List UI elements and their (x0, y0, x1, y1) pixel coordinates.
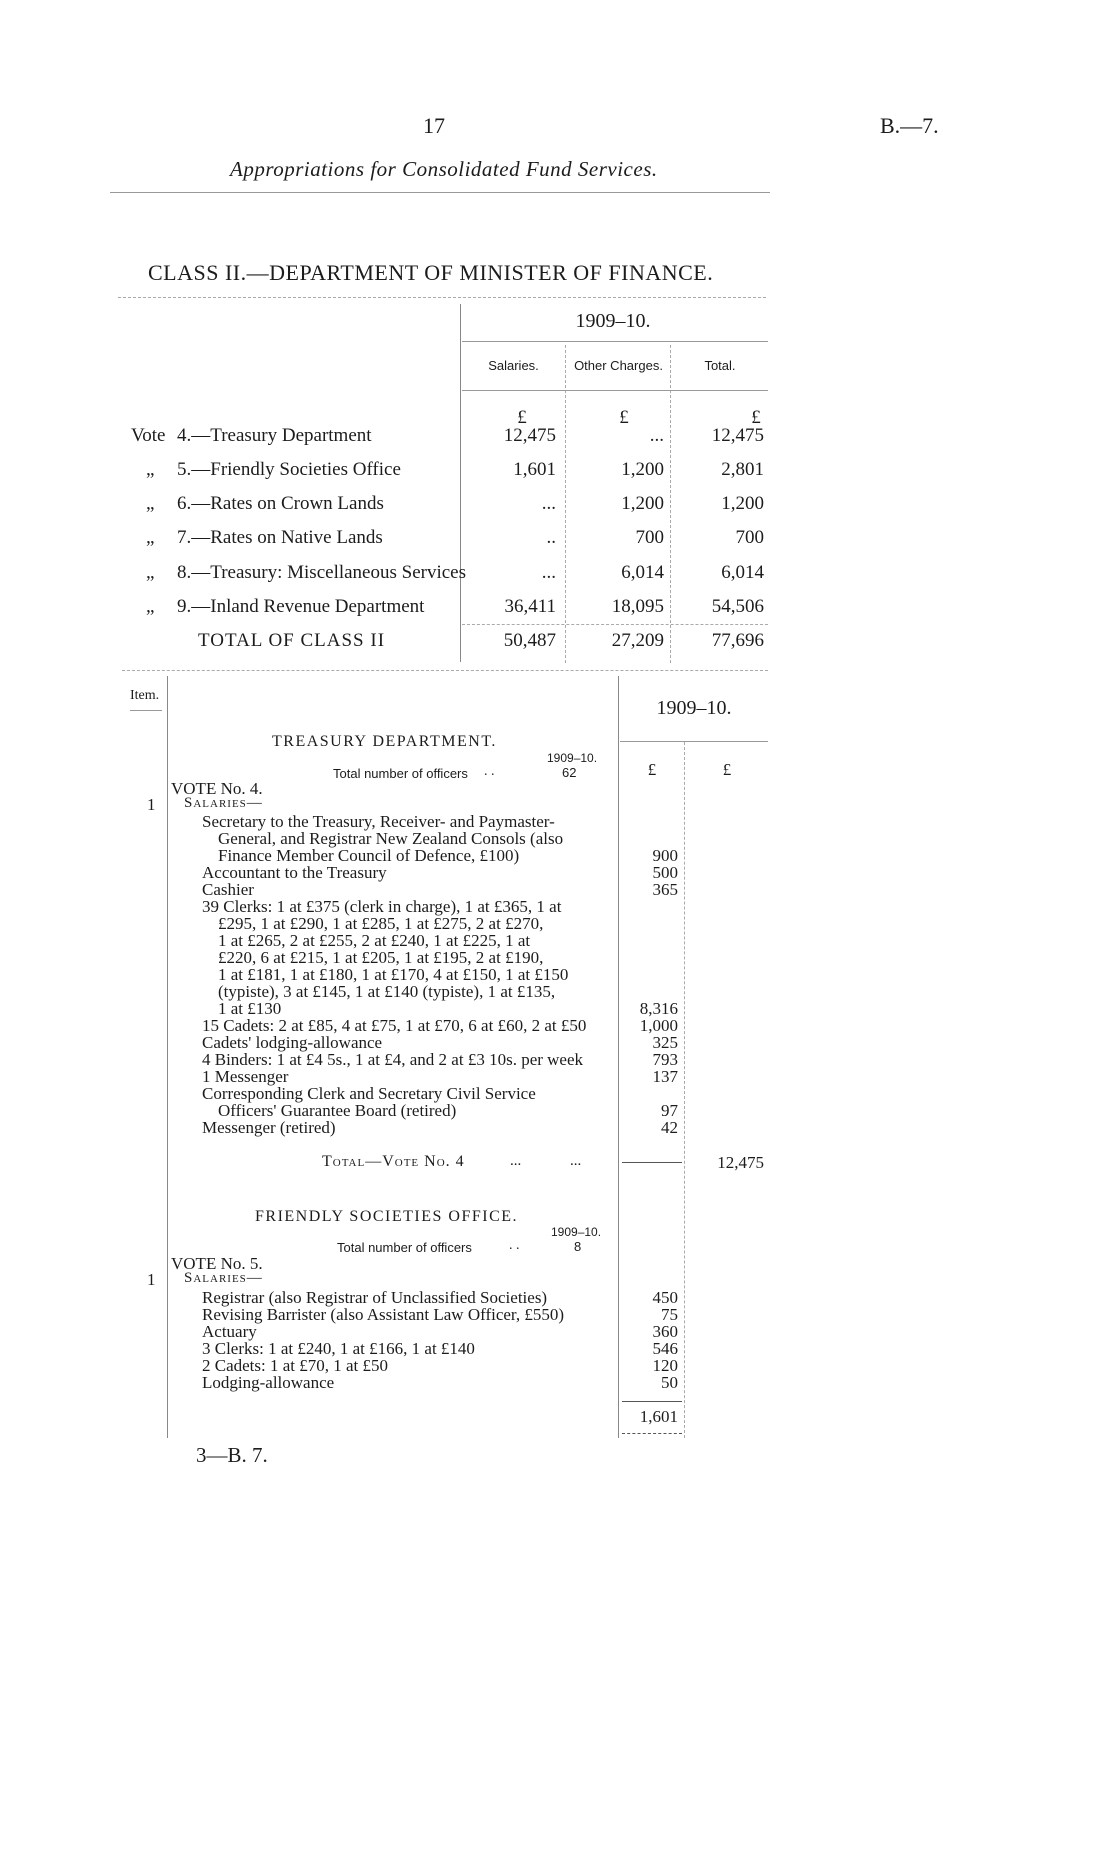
line-item-amount: 50 (661, 1373, 678, 1392)
summary-salaries: .. (546, 527, 556, 548)
ditto-mark: „ (146, 596, 155, 617)
signature-mark: 3—B. 7. (196, 1443, 268, 1467)
officers-label: Total number of officers (333, 766, 468, 781)
officers-year: 1909–10. (547, 751, 598, 765)
detail-year: 1909–10. (656, 697, 732, 719)
divider (110, 192, 770, 193)
line-item-text: 4 Binders: 1 at £4 5s., 1 at £4, and 2 at £3 10s. per week (202, 1050, 584, 1069)
vote-label: Vote (131, 425, 166, 446)
summary-salaries: ... (541, 493, 556, 514)
vote-total-value: 12,475 (717, 1153, 764, 1172)
leader-dots: . . (509, 1238, 520, 1253)
ditto-mark: „ (146, 493, 155, 514)
column-header-salaries: Salaries. (488, 358, 539, 373)
line-item-text: Revising Barrister (also Assistant Law Officer, £550) (202, 1305, 565, 1324)
line-item-amount: 365 (652, 880, 678, 899)
divider (622, 1433, 682, 1434)
divider (462, 390, 768, 391)
leader-dots: . . (484, 764, 495, 779)
line-item-text: 39 Clerks: 1 at £375 (clerk in charge), 1 at £365, 1 at (202, 897, 562, 916)
class-title: CLASS II.—DEPARTMENT OF MINISTER OF FINANCE. (148, 260, 714, 285)
vote-number: VOTE No. 4. (171, 779, 263, 798)
line-item-text: Officers' Guarantee Board (retired) (218, 1101, 457, 1120)
summary-other: 1,200 (621, 459, 664, 480)
summary-other: 1,200 (621, 493, 664, 514)
divider (620, 741, 768, 742)
line-item-amount: 325 (652, 1033, 678, 1052)
line-item-text: £220, 6 at £215, 1 at £205, 1 at £195, 2 at £190, (218, 948, 544, 967)
column-header-total: Total. (704, 358, 736, 373)
officers-count: 62 (562, 765, 577, 780)
line-item-text: 2 Cadets: 1 at £70, 1 at £50 (202, 1356, 389, 1375)
divider (622, 1401, 682, 1402)
divider (130, 710, 162, 711)
line-item-text: 1 Messenger (202, 1067, 289, 1086)
line-item-text: 3 Clerks: 1 at £240, 1 at £166, 1 at £140 (202, 1339, 475, 1358)
officers-label: Total number of officers (337, 1240, 472, 1255)
summary-year: 1909–10. (575, 310, 651, 332)
line-item-amount: 137 (652, 1067, 678, 1086)
summary-row-label: 5.—Friendly Societies Office (177, 459, 401, 480)
line-item-text: £295, 1 at £290, 1 at £285, 1 at £275, 2 at £270, (218, 914, 544, 933)
divider (462, 624, 768, 625)
summary-salaries: 1,601 (513, 459, 556, 480)
item-number: 1 (147, 1270, 156, 1289)
line-item-text: Finance Member Council of Defence, £100) (218, 846, 520, 865)
summary-other: 6,014 (621, 562, 664, 583)
divider (622, 1162, 682, 1163)
summary-row-label: 8.—Treasury: Miscellaneous Services (177, 562, 466, 583)
summary-total: 1,200 (721, 493, 764, 514)
summary-other: ... (649, 425, 664, 446)
page-subtitle: Appropriations for Consolidated Fund Services. (230, 157, 658, 181)
summary-total: 2,801 (721, 459, 764, 480)
page-number: 17 (423, 113, 445, 138)
line-item-text: 1 at £265, 2 at £255, 2 at £240, 1 at £225, 1 at (218, 931, 531, 950)
summary-row-label: 7.—Rates on Native Lands (177, 527, 383, 548)
salaries-label: Salaries— (184, 795, 263, 811)
item-number: 1 (147, 795, 156, 814)
summary-total-other: 27,209 (611, 630, 664, 651)
line-item-text: 1 at £130 (218, 999, 282, 1018)
line-item-text: 15 Cadets: 2 at £85, 4 at £75, 1 at £70, 6 at £60, 2 at £50 (202, 1016, 587, 1035)
line-item-amount: 42 (661, 1118, 678, 1137)
line-item-amount: 900 (652, 846, 678, 865)
line-item-amount: 360 (652, 1322, 678, 1341)
column-rule (460, 304, 461, 662)
summary-salaries: 12,475 (503, 425, 556, 446)
line-item-text: General, and Registrar New Zealand Consols (also (218, 829, 564, 848)
column-rule (565, 345, 566, 663)
ditto-mark: „ (146, 459, 155, 480)
friendly-subtotal: 1,601 (639, 1407, 678, 1426)
line-item-text: Actuary (202, 1322, 257, 1341)
officers-year: 1909–10. (551, 1225, 602, 1239)
line-item-text: Cadets' lodging-allowance (202, 1033, 383, 1052)
summary-total-salaries: 50,487 (503, 630, 556, 651)
summary-total: 6,014 (721, 562, 764, 583)
ditto-mark: „ (146, 527, 155, 548)
column-rule (684, 742, 685, 1438)
column-rule (670, 345, 671, 663)
summary-total-label: TOTAL OF CLASS II (198, 630, 386, 651)
line-item-amount: 8,316 (639, 999, 678, 1018)
line-item-text: Secretary to the Treasury, Receiver- and Paymaster- (202, 812, 555, 831)
currency-symbol: £ (517, 407, 527, 428)
line-item-amount: 120 (652, 1356, 678, 1375)
summary-other: 18,095 (611, 596, 664, 617)
column-rule (618, 676, 619, 1438)
summary-total: 54,506 (711, 596, 764, 617)
line-item-amount: 450 (652, 1288, 678, 1307)
currency-symbol: £ (647, 760, 657, 779)
summary-salaries: ... (541, 562, 556, 583)
currency-symbol: £ (751, 407, 761, 428)
line-item-text: Cashier (202, 880, 254, 899)
line-item-amount: 793 (652, 1050, 678, 1069)
summary-total: 12,475 (711, 425, 764, 446)
summary-row-label: 6.—Rates on Crown Lands (177, 493, 384, 514)
line-item-text: Registrar (also Registrar of Unclassified Societies) (202, 1288, 548, 1307)
officers-count: 8 (574, 1239, 582, 1254)
summary-row-label: 9.—Inland Revenue Department (177, 596, 425, 617)
line-item-amount: 546 (652, 1339, 678, 1358)
ditto-mark: „ (146, 562, 155, 583)
leader-dots: ... ... (510, 1153, 582, 1169)
line-item-text: Lodging-allowance (202, 1373, 335, 1392)
line-item-amount: 500 (652, 863, 678, 882)
section-heading-treasury: TREASURY DEPARTMENT. (272, 733, 497, 750)
section-heading-friendly-societies: FRIENDLY SOCIETIES OFFICE. (255, 1208, 519, 1225)
vote-number: VOTE No. 5. (171, 1254, 263, 1273)
document-reference: B.—7. (880, 113, 939, 138)
summary-row-label: 4.—Treasury Department (177, 425, 372, 446)
divider (118, 297, 766, 298)
currency-symbol: £ (722, 760, 732, 779)
column-rule (167, 676, 168, 1438)
line-item-text: Corresponding Clerk and Secretary Civil Service (202, 1084, 536, 1103)
line-item-text: 1 at £181, 1 at £180, 1 at £170, 4 at £150, 1 at £150 (218, 965, 569, 984)
summary-total-total: 77,696 (711, 630, 764, 651)
divider (462, 341, 768, 342)
line-item-amount: 75 (661, 1305, 678, 1324)
summary-salaries: 36,411 (504, 596, 556, 617)
line-item-amount: 97 (661, 1101, 678, 1120)
vote-total-label: Total—Vote No. 4 (322, 1153, 465, 1170)
summary-other: 700 (635, 527, 664, 548)
line-item-text: Messenger (retired) (202, 1118, 336, 1137)
line-item-text: (typiste), 3 at £145, 1 at £140 (typiste), 1 at £135, (218, 982, 556, 1001)
item-column-header: Item. (130, 688, 160, 703)
currency-symbol: £ (619, 407, 629, 428)
salaries-label: Salaries— (184, 1270, 263, 1286)
line-item-text: Accountant to the Treasury (202, 863, 387, 882)
divider (122, 670, 768, 671)
line-item-amount: 1,000 (639, 1016, 678, 1035)
column-header-other-charges: Other Charges. (574, 358, 663, 373)
summary-total: 700 (735, 527, 764, 548)
